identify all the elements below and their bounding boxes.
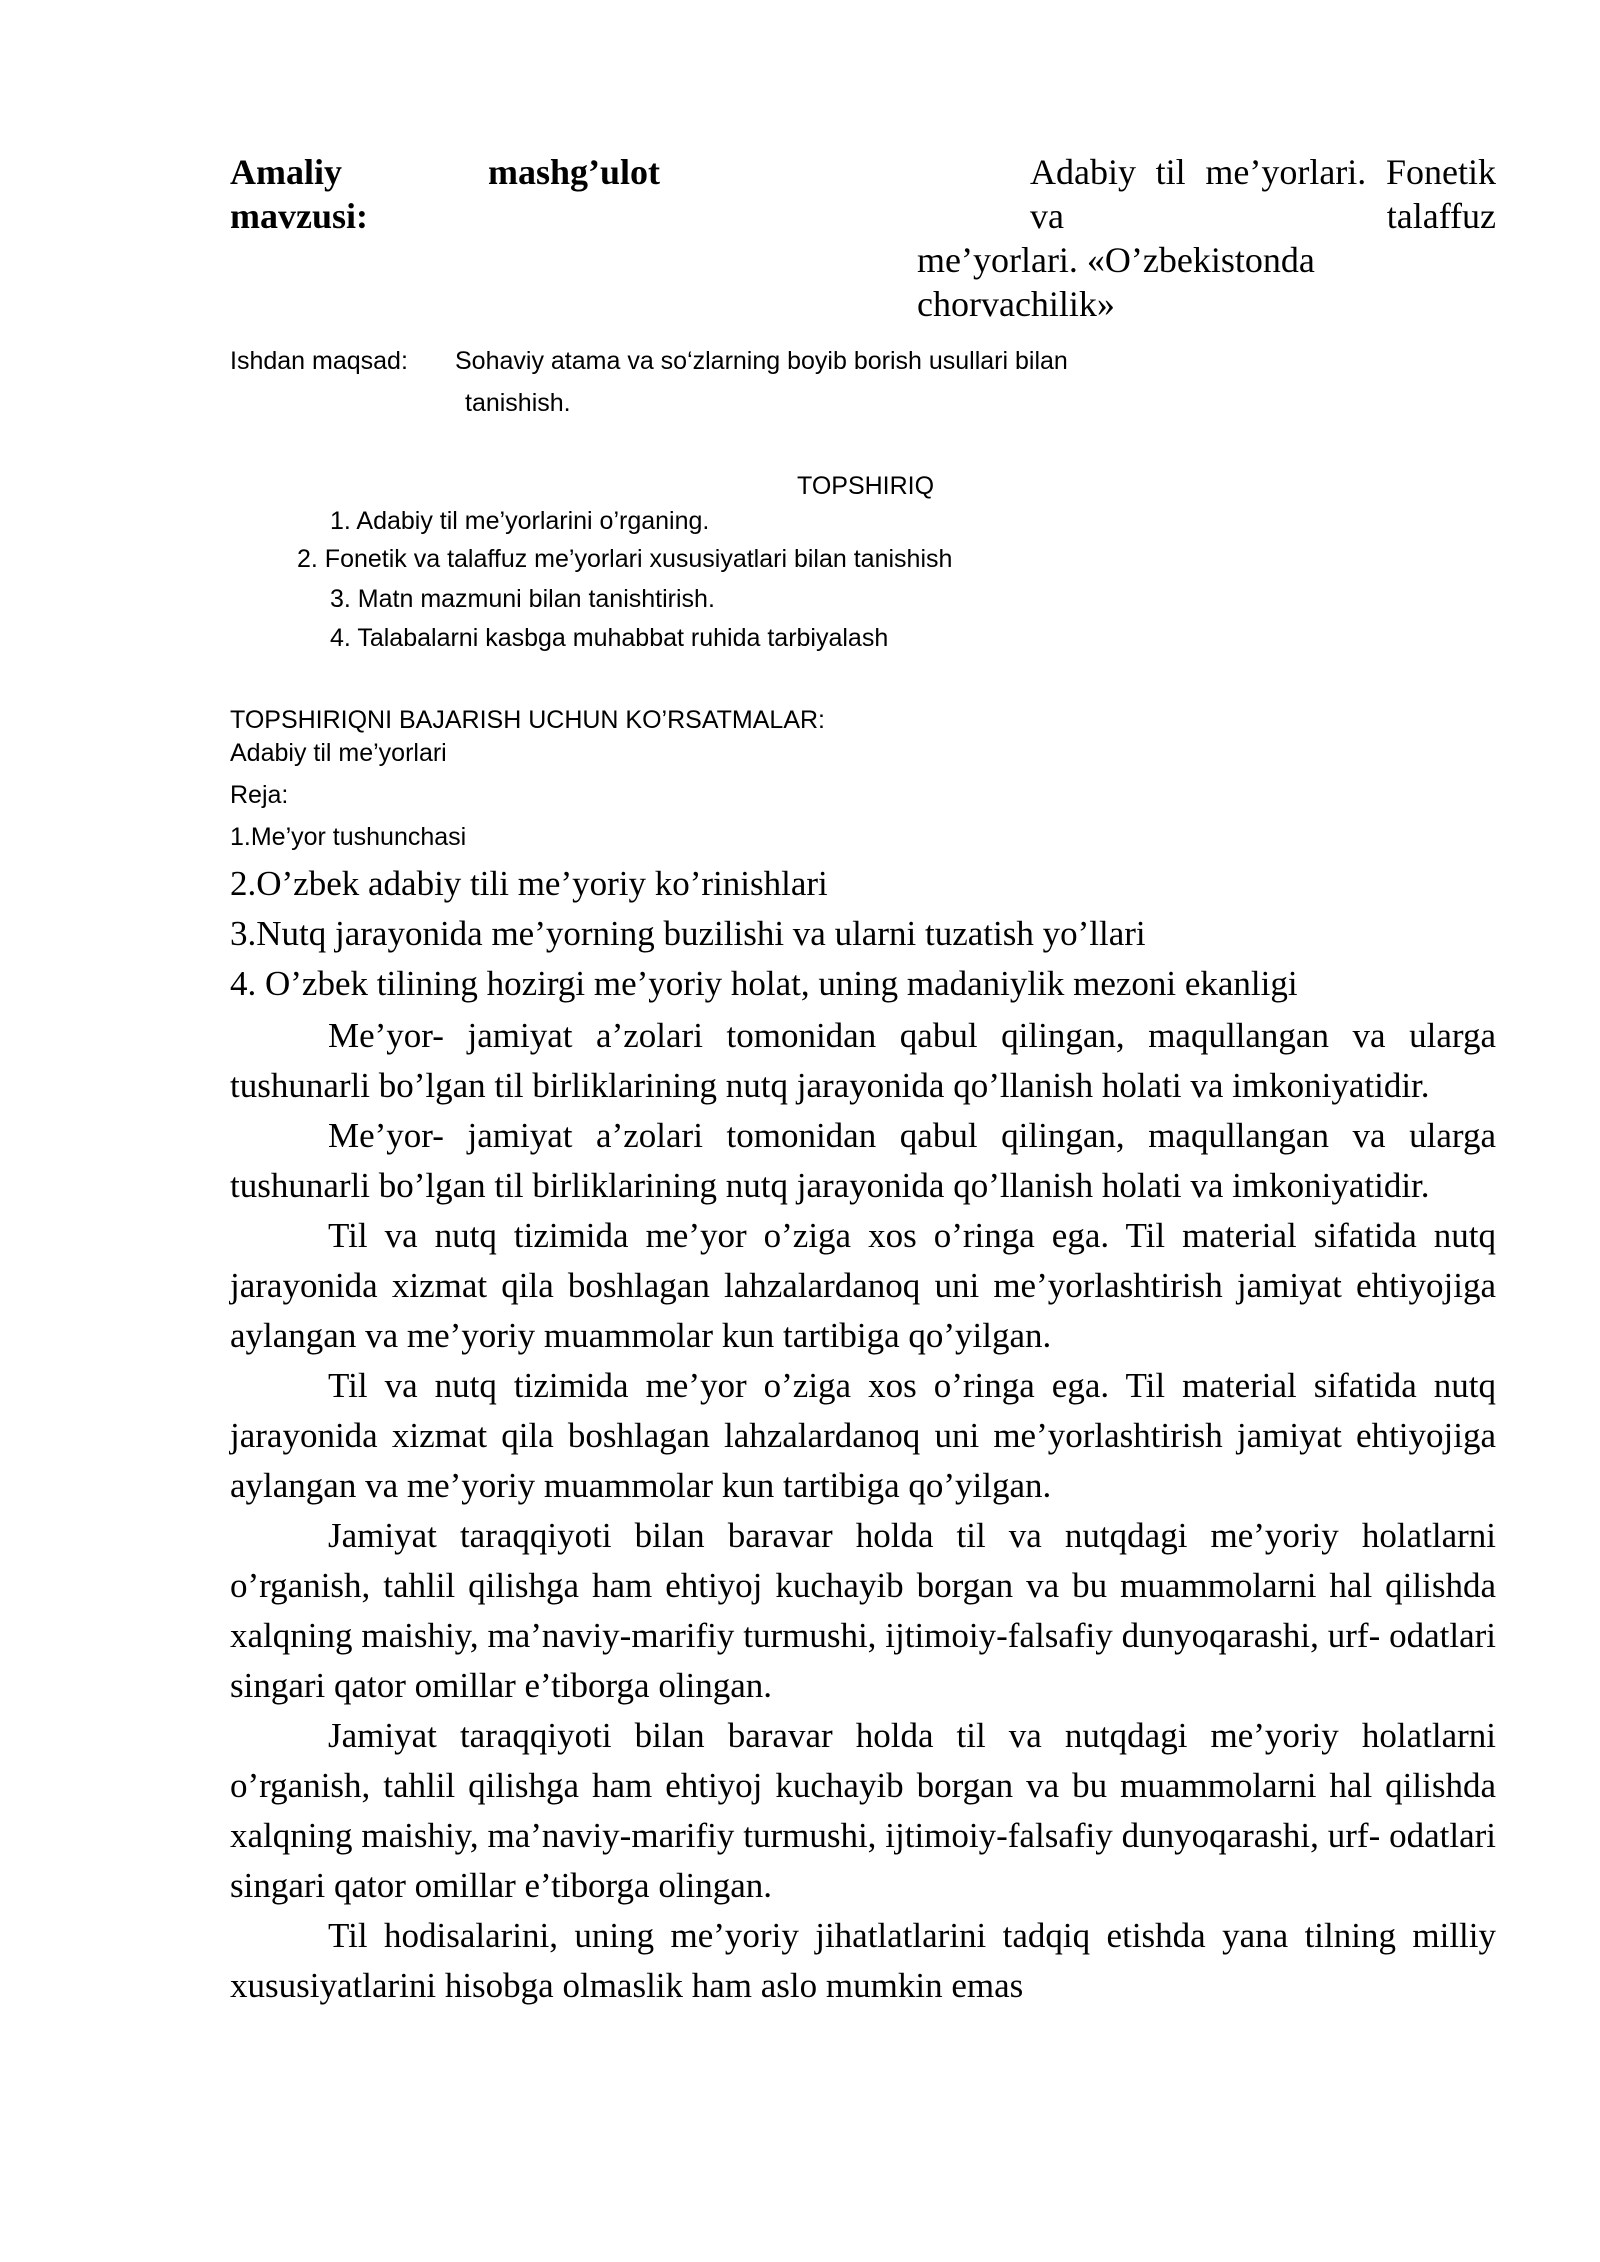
plan-item-1: 1.Me’yor tushunchasi (230, 823, 467, 851)
heading-label (230, 150, 670, 238)
body-paragraph: Til va nutq tizimida me’yor o’ziga xos o’ringa ega. Til material sifatida nutq jarayonida xizmat qila boshlagan lahzalardanoq uni me’yorlashtirish jamiyat ehtiyojiga aylangan va me’yoriy muammolar kun tartibiga qo’yilgan. (230, 1366, 1496, 1505)
heading-topic-line2: me’yorlari. «O’zbekistonda chorvachilik» (917, 240, 1315, 324)
task-item: 4. Talabalarni kasbga muhabbat ruhida tarbiyalash (330, 624, 889, 652)
heading-label-word1: Amaliy (230, 152, 342, 192)
instructions-subtitle: Adabiy til me’yorlari (230, 739, 447, 767)
plan-item-4: 4. O’zbek tilining hozirgi me’yoriy holat, uning madaniylik mezoni ekanligi (230, 964, 1298, 1003)
plan-item-2: 2.O’zbek adabiy tili me’yoriy ko’rinishlari (230, 864, 828, 903)
heading-topic-line1: Adabiy til me’yorlari. Fonetik va talaffuz (1030, 152, 1496, 236)
body-paragraph: Jamiyat taraqqiyoti bilan baravar holda til va nutqdagi me’yoriy holatlarni o’rganish, tahlil qilishga ham ehtiyoj kuchayib borgan va bu muammolarni hal qilishda xalqning maishiy, ma’naviy-marifiy turmushi, ijtimoiy-falsafiy dunyoqarashi, urf- odatlari singari qator omillar e’tiborga olingan. (230, 1516, 1496, 1705)
aim-line1: Sohaviy atama va so‘zlarning boyib borish usullari bilan (455, 347, 1068, 375)
heading-label-line2: mavzusi: (230, 196, 368, 236)
aim-key: Ishdan maqsad: (230, 347, 408, 375)
plan-label: Reja: (230, 781, 289, 809)
plan-item-3: 3.Nutq jarayonida me’yorning buzilishi va ularni tuzatish yo’llari (230, 914, 1146, 953)
body-paragraph: Jamiyat taraqqiyoti bilan baravar holda til va nutqdagi me’yoriy holatlarni o’rganish, tahlil qilishga ham ehtiyoj kuchayib borgan va bu muammolarni hal qilishda xalqning maishiy, ma’naviy-marifiy turmushi, ijtimoiy-falsafiy dunyoqarashi, urf- odatlari singari qator omillar e’tiborga olingan. (230, 1716, 1496, 1905)
heading-block (230, 150, 1496, 324)
tasks-title: TOPSHIRIQ (797, 472, 935, 500)
body-paragraph: Til va nutq tizimida me’yor o’ziga xos o’ringa ega. Til material sifatida nutq jarayonida xizmat qila boshlagan lahzalardanoq uni me’yorlashtirish jamiyat ehtiyojiga aylangan va me’yoriy muammolar kun tartibiga qo’yilgan. (230, 1216, 1496, 1355)
body-paragraph: Til hodisalarini, uning me’yoriy jihatlatlarini tadqiq etishda yana tilning milliy xususiyatlarini hisobga olmaslik ham aslo mumkin emas (230, 1916, 1496, 2005)
instructions-title: TOPSHIRIQNI BAJARISH UCHUN KO’RSATMALAR: (230, 706, 825, 734)
aim-line2: tanishish. (465, 389, 571, 417)
body-paragraph: Me’yor- jamiyat a’zolari tomonidan qabul qilingan, maqullangan va ularga tushunarli bo’lgan til birliklarining nutq jarayonida qo’llanish holati va imkoniyatidir. (230, 1116, 1496, 1205)
heading-label-word2: mashg’ulot (487, 152, 660, 192)
task-item: 3. Matn mazmuni bilan tanishtirish. (330, 585, 715, 613)
task-item: 1. Adabiy til me’yorlarini o’rganing. (330, 507, 710, 535)
heading-topic (685, 150, 1496, 326)
body-paragraph: Me’yor- jamiyat a’zolari tomonidan qabul qilingan, maqullangan va ularga tushunarli bo’lgan til birliklarining nutq jarayonida qo’llanish holati va imkoniyatidir. (230, 1016, 1496, 1105)
task-item: 2. Fonetik va talaffuz me’yorlari xususiyatlari bilan tanishish (297, 545, 953, 573)
body-text (230, 1011, 1496, 2011)
